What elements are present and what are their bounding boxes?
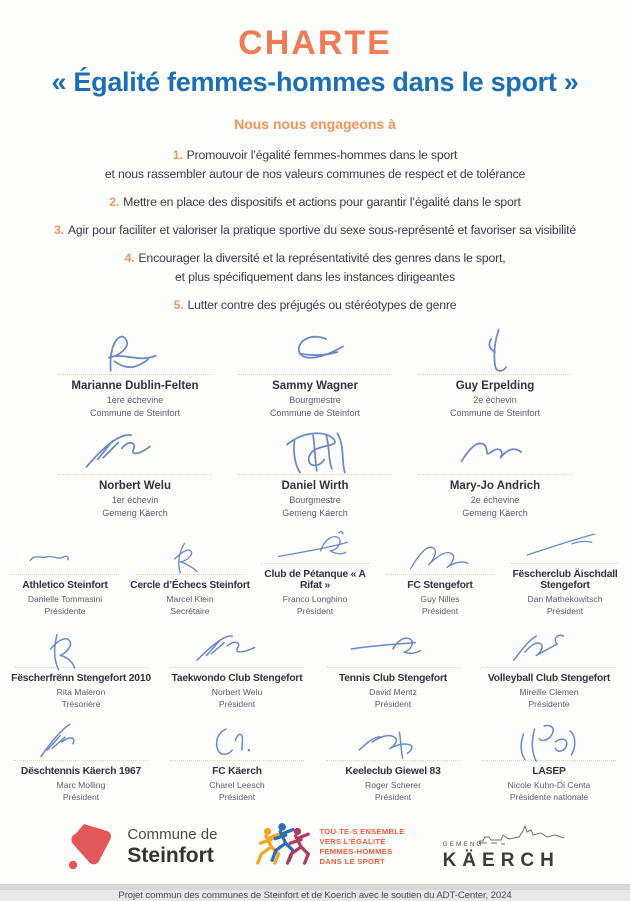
- logo-campaign: [255, 819, 404, 876]
- signature-block: [315, 718, 471, 803]
- signature-image: [253, 527, 378, 569]
- engagement-item: [6, 249, 624, 287]
- signature-row: [35, 424, 595, 520]
- signature-image: [159, 625, 315, 673]
- signer-org: Gemeng Käerch: [102, 508, 168, 519]
- signature-image: [378, 538, 503, 580]
- signer-name: Tennis Club Stengefort: [338, 672, 448, 684]
- engagement-list: [0, 146, 630, 315]
- engagement-number: 4.: [124, 251, 135, 266]
- signature-block: [3, 718, 159, 803]
- signature-block: [225, 424, 405, 520]
- signer-org: Commune de Steinfort: [89, 408, 181, 419]
- signer-role: Nicole Kuhn-Di Centa: [507, 779, 591, 790]
- steinfort-emblem-icon: [65, 819, 117, 876]
- engagement-number: 1.: [172, 148, 183, 162]
- signature-image: [45, 424, 225, 480]
- signer-role: Dan Mathekowitsch: [527, 593, 603, 604]
- signer-org: Présidente: [44, 605, 86, 616]
- logo-kaerch: [443, 823, 565, 872]
- signer-org: Président: [546, 605, 584, 616]
- signer-role: David Mentz: [369, 686, 417, 697]
- signature-block: [45, 324, 225, 420]
- signature-block: [3, 625, 159, 710]
- signer-org: Président: [296, 605, 334, 616]
- campaign-slogan-line: FEMMES-HOMMES: [319, 847, 393, 857]
- signature-image: [128, 538, 253, 580]
- engagement-item: [6, 146, 624, 184]
- signer-name: FC Käerch: [212, 765, 262, 777]
- campaign-slogan-line: DANS LE SPORT: [319, 857, 385, 867]
- signature-row: [3, 625, 627, 710]
- page-subtitle: « Égalité femmes-hommes dans le sport »: [51, 67, 579, 97]
- signer-org: Commune de Steinfort: [269, 408, 361, 419]
- engagement-item: [6, 193, 624, 212]
- engagement-number: 3.: [53, 223, 64, 238]
- signer-role: Bourgmestre: [289, 395, 341, 406]
- signer-org: Présidente nationale: [509, 791, 589, 802]
- signer-name: Marianne Dublin-Felten: [71, 380, 199, 393]
- engagement-text-line2: et plus spécifiquement dans les instances dirigeantes: [175, 270, 455, 285]
- steinfort-logo-line2: Steinfort: [127, 844, 214, 868]
- engagement-text: Promouvoir l’égalité femmes-hommes dans le sport: [186, 148, 458, 162]
- signer-name: Guy Erpelding: [455, 380, 535, 393]
- signature-block: [405, 424, 585, 520]
- signature-row: [3, 718, 627, 803]
- signer-org: Secrétaire: [170, 605, 210, 616]
- signer-name: Sammy Wagner: [272, 380, 358, 393]
- signature-block: [471, 625, 627, 710]
- signature-image: [405, 324, 585, 380]
- signer-name: Fëscherclub Äischdall Stengefort: [512, 568, 618, 591]
- campaign-slogan-line: TOU-TE-S ENSEMBLE: [319, 826, 405, 836]
- engagement-item: [6, 221, 624, 240]
- footer-note: Projet commun des communes de Steinfort et de Koerich avec le soutien du ADT-Center, 2024: [118, 889, 512, 901]
- signer-name: Club de Pétanque « A Rifat »: [264, 568, 366, 591]
- footer-logos: [0, 819, 630, 876]
- signer-org: Trésorière: [61, 698, 101, 709]
- signer-name: Norbert Welu: [99, 480, 171, 493]
- signature-image: [503, 527, 628, 569]
- signer-role: Roger Scherer: [365, 779, 421, 790]
- signer-role: Danielle Tommasini: [27, 593, 103, 604]
- signature-block: [315, 625, 471, 710]
- signature-image: [3, 538, 128, 580]
- signer-role: Guy Nilles: [420, 593, 460, 604]
- signature-rows: [0, 324, 630, 802]
- engagement-text: Encourager la diversité et la représentativité des genres dans le sport,: [138, 251, 506, 266]
- signature-block: [405, 324, 585, 420]
- signature-row: [35, 324, 595, 420]
- page-title: CHARTE: [238, 24, 392, 62]
- signer-name: Athletico Steinfort: [22, 579, 108, 591]
- signature-block: [159, 718, 315, 803]
- signature-image: [471, 718, 627, 766]
- signature-image: [225, 424, 405, 480]
- scan-edge-artifact: [0, 884, 630, 890]
- signer-name: Taekwondo Club Stengefort: [171, 672, 303, 684]
- kaerch-logo-large-text: KÄERCH: [442, 849, 560, 871]
- signer-role: Franco Longhino: [282, 593, 348, 604]
- signature-image: [405, 424, 585, 480]
- signer-name: Mary-Jo Andrich: [449, 480, 541, 493]
- signature-image: [225, 324, 405, 380]
- signer-name: Volleyball Club Stengefort: [487, 672, 611, 684]
- signature-image: [3, 625, 159, 673]
- signer-role: Marcel Klein: [166, 593, 214, 604]
- signature-image: [45, 324, 225, 380]
- signature-block: [159, 625, 315, 710]
- signer-role: Charel Leesch: [209, 779, 265, 790]
- engagement-number: 5.: [173, 298, 184, 313]
- engagement-text-line2: et nous rassembler autour de nos valeurs communes de respect et de tolérance: [104, 167, 526, 182]
- runners-icon: [255, 819, 311, 876]
- engagement-text: Mettre en place des dispositifs et actions pour garantir l’égalité dans le sport: [123, 195, 521, 210]
- signer-org: Présidente: [528, 698, 570, 709]
- signer-role: 1ère échevine: [106, 395, 164, 406]
- signer-org: Président: [374, 791, 412, 802]
- signature-block: [378, 538, 503, 617]
- signature-row: [1, 527, 629, 617]
- intro-line: Nous nous engageons à: [234, 116, 396, 132]
- signer-role: Marc Molling: [56, 779, 106, 790]
- signer-role: 2e échevine: [470, 495, 520, 506]
- signer-org: Président: [421, 605, 459, 616]
- engagement-text: Agir pour faciliter et valoriser la pratique sportive du sexe sous-représenté et favoriser sa visibilité: [67, 223, 577, 238]
- signature-block: [471, 718, 627, 803]
- signer-org: Président: [218, 791, 256, 802]
- steinfort-logo-line1: Commune de: [127, 826, 218, 844]
- signer-org: Commune de Steinfort: [449, 408, 541, 419]
- signer-name: Keeleclub Giewel 83: [345, 765, 441, 777]
- logo-steinfort: [65, 819, 217, 876]
- engagement-item: [6, 296, 624, 315]
- signer-role: Rita Maieron: [56, 686, 106, 697]
- signer-role: 2e échevin: [473, 395, 517, 406]
- signature-image: [3, 718, 159, 766]
- signer-name: Cercle d’Échecs Steinfort: [130, 579, 250, 591]
- kaerch-logo-small-text: GEMENG: [442, 840, 484, 848]
- signature-block: [3, 538, 128, 617]
- signer-org: Président: [374, 698, 412, 709]
- signature-block: [503, 527, 628, 617]
- signer-role: Norbert Welu: [211, 686, 263, 697]
- steinfort-logo-text: [127, 826, 217, 868]
- signer-org: Gemeng Käerch: [282, 508, 348, 519]
- signer-name: Fëscherfrënn Stengefort 2010: [11, 672, 151, 684]
- document-header: [0, 0, 630, 132]
- signer-org: Gemeng Käerch: [462, 508, 528, 519]
- signature-image: [471, 625, 627, 673]
- signer-role: 1er échevin: [111, 495, 159, 506]
- signer-role: Bourgmestre: [289, 495, 341, 506]
- campaign-slogan-line: VERS L’ÉGALITÉ: [319, 836, 386, 846]
- signer-org: Président: [62, 791, 100, 802]
- signature-image: [315, 718, 471, 766]
- signer-name: Daniel Wirth: [281, 480, 349, 493]
- signature-block: [45, 424, 225, 520]
- campaign-slogan: [319, 827, 404, 868]
- engagement-text: Lutter contre des préjugés ou stéréotypes de genre: [187, 298, 457, 313]
- signature-image: [159, 718, 315, 766]
- signer-name: Dëschtennis Käerch 1967: [20, 765, 142, 777]
- signature-block: [225, 324, 405, 420]
- signer-role: Mireille Clemen: [519, 686, 579, 697]
- signer-org: Président: [218, 698, 256, 709]
- signer-name: FC Stengefort: [407, 579, 473, 591]
- signer-name: LASEP: [532, 765, 566, 777]
- signature-block: [253, 527, 378, 617]
- signature-block: [128, 538, 253, 617]
- engagement-number: 2.: [109, 195, 120, 210]
- signature-image: [315, 625, 471, 673]
